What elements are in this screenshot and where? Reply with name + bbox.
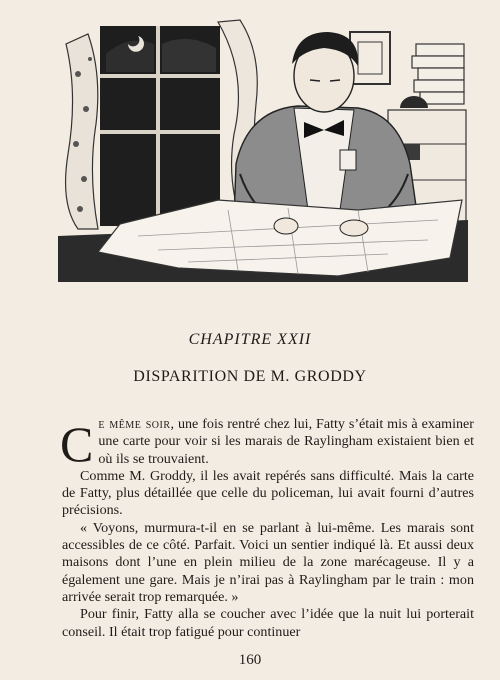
page-number: 160 [238, 652, 262, 668]
chapter-title: DISPARITION DE M. GRODDY [133, 368, 367, 385]
paragraph-1-text: , une fois rentré chez lui, Fatty s’était mis à examiner une carte pour voir si les marais de Raylingham existaient bien et où ils se trouvaient. [98, 416, 474, 467]
paragraph-2: Comme M. Groddy, il les avait repérés sans difficulté. Mais la carte de Fatty, plus détaillée que celle du policeman, lui avait fourni d’autres précisions. [62, 467, 474, 519]
drop-cap: C [60, 416, 94, 472]
chapter-number: CHAPITRE XXII [188, 331, 312, 348]
illustration-boy-reading-map [58, 14, 468, 282]
lead-in: e même soir [98, 416, 171, 432]
illustration-drawing [58, 14, 468, 282]
paragraph-4: Pour finir, Fatty alla se coucher avec l’idée que la nuit lui porterait conseil. Il était trop fatigué pour continuer [62, 606, 474, 640]
chapter-body [62, 416, 474, 641]
paragraph-1 [60, 416, 474, 472]
paragraph-3: « Voyons, murmura-t-il en se parlant à lui-même. Les marais sont accessibles de ce côté. Parfait. Voici un sentier indiqué là. Et aussi deux maisons dont l’une en plein milieu de la zone marécageuse. Il y a également une gare. Mais je n’irai pas à Raylingham par le train : mon arrivée serait trop remarquée. » [62, 519, 474, 605]
